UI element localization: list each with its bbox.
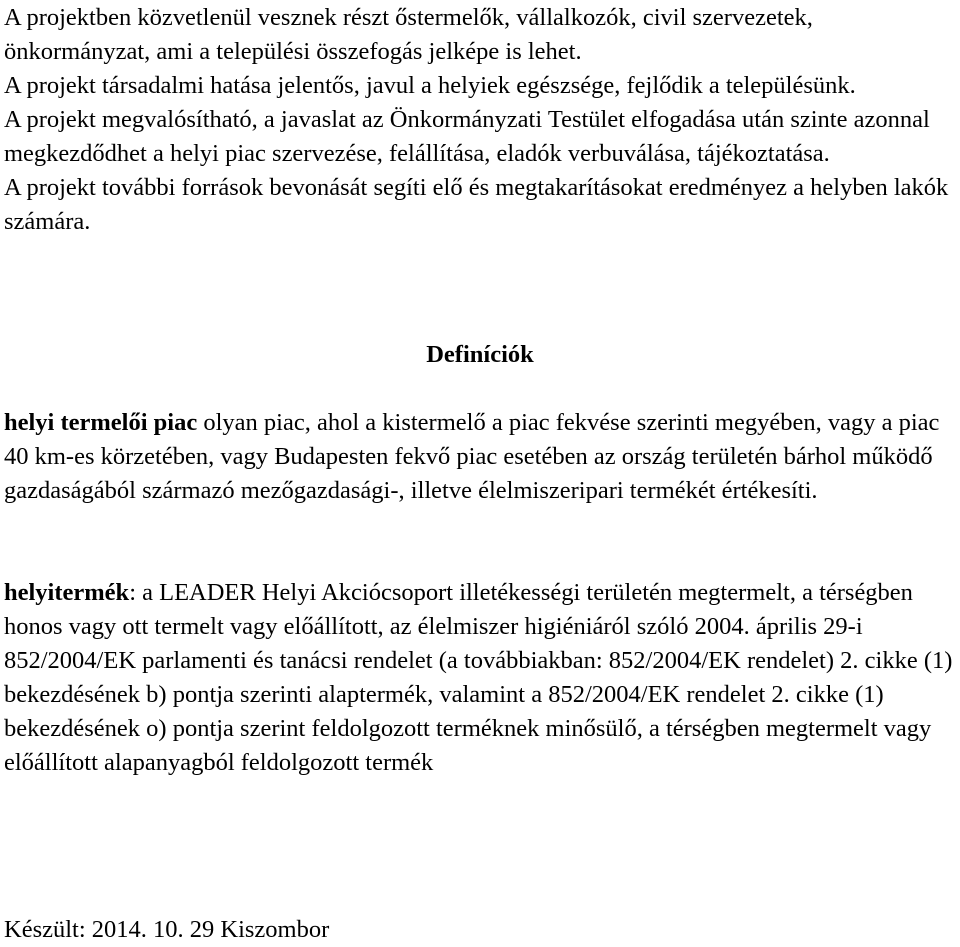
document-page xyxy=(4,0,956,943)
definition-term: helyitermék xyxy=(4,579,130,606)
definition-term: helyi termelői piac xyxy=(4,409,198,436)
definition-text: olyan piac, ahol a kistermelő a piac fekvése szerinti megyében, vagy a piac 40 km-es körzetében, vagy Budapesten fekvő piac esetében az ország területén bárhol működő gazdaságából származó mezőgazdasági-, illetve élelmiszeripari termékét értékesíti. xyxy=(4,409,940,504)
definition-local-product xyxy=(4,576,959,780)
intro-section xyxy=(4,1,956,239)
intro-paragraph-social-impact: A projekt társadalmi hatása jelentős, javul a helyiek egészsége, fejlődik a településünk. xyxy=(4,72,856,99)
intro-paragraph-feasibility: A projekt megvalósítható, a javaslat az Önkormányzati Testület elfogadása után szinte azonnal megkezdődhet a helyi piac szervezése, felállítása, eladók verbuválása, tájékoztatása. xyxy=(4,106,930,167)
intro-paragraph-resources: A projekt további források bevonását segíti elő és megtakarításokat eredményez a helyben lakók számára. xyxy=(4,174,949,235)
definition-local-producer-market xyxy=(4,406,956,508)
document-footer: Készült: 2014. 10. 29 Kiszombor xyxy=(4,916,330,943)
definition-text: : a LEADER Helyi Akciócsoport illetékességi területén megtermelt, a térségben honos vagy ott termelt vagy előállított, az élelmiszer higiéniáról szóló 2004. április 29-i 852/2004/EK parlamenti és tanácsi rendelet (a továbbiakban: 852/2004/EK rendelet) 2. cikke (1) bekezdésének b) pontja szerinti alaptermék, valamint a 852/2004/EK rendelet 2. cikke (1) bekezdésének o) pontja szerint feldolgozott terméknek minősülő, a térségben megtermelt vagy előállított alapanyagból feldolgozott termék xyxy=(4,579,953,776)
intro-paragraph-participants: A projektben közvetlenül vesznek részt őstermelők, vállalkozók, civil szervezetek, önkormányzat, ami a települési összefogás jelképe is lehet. xyxy=(4,4,813,65)
definitions-heading: Definíciók xyxy=(426,341,534,368)
